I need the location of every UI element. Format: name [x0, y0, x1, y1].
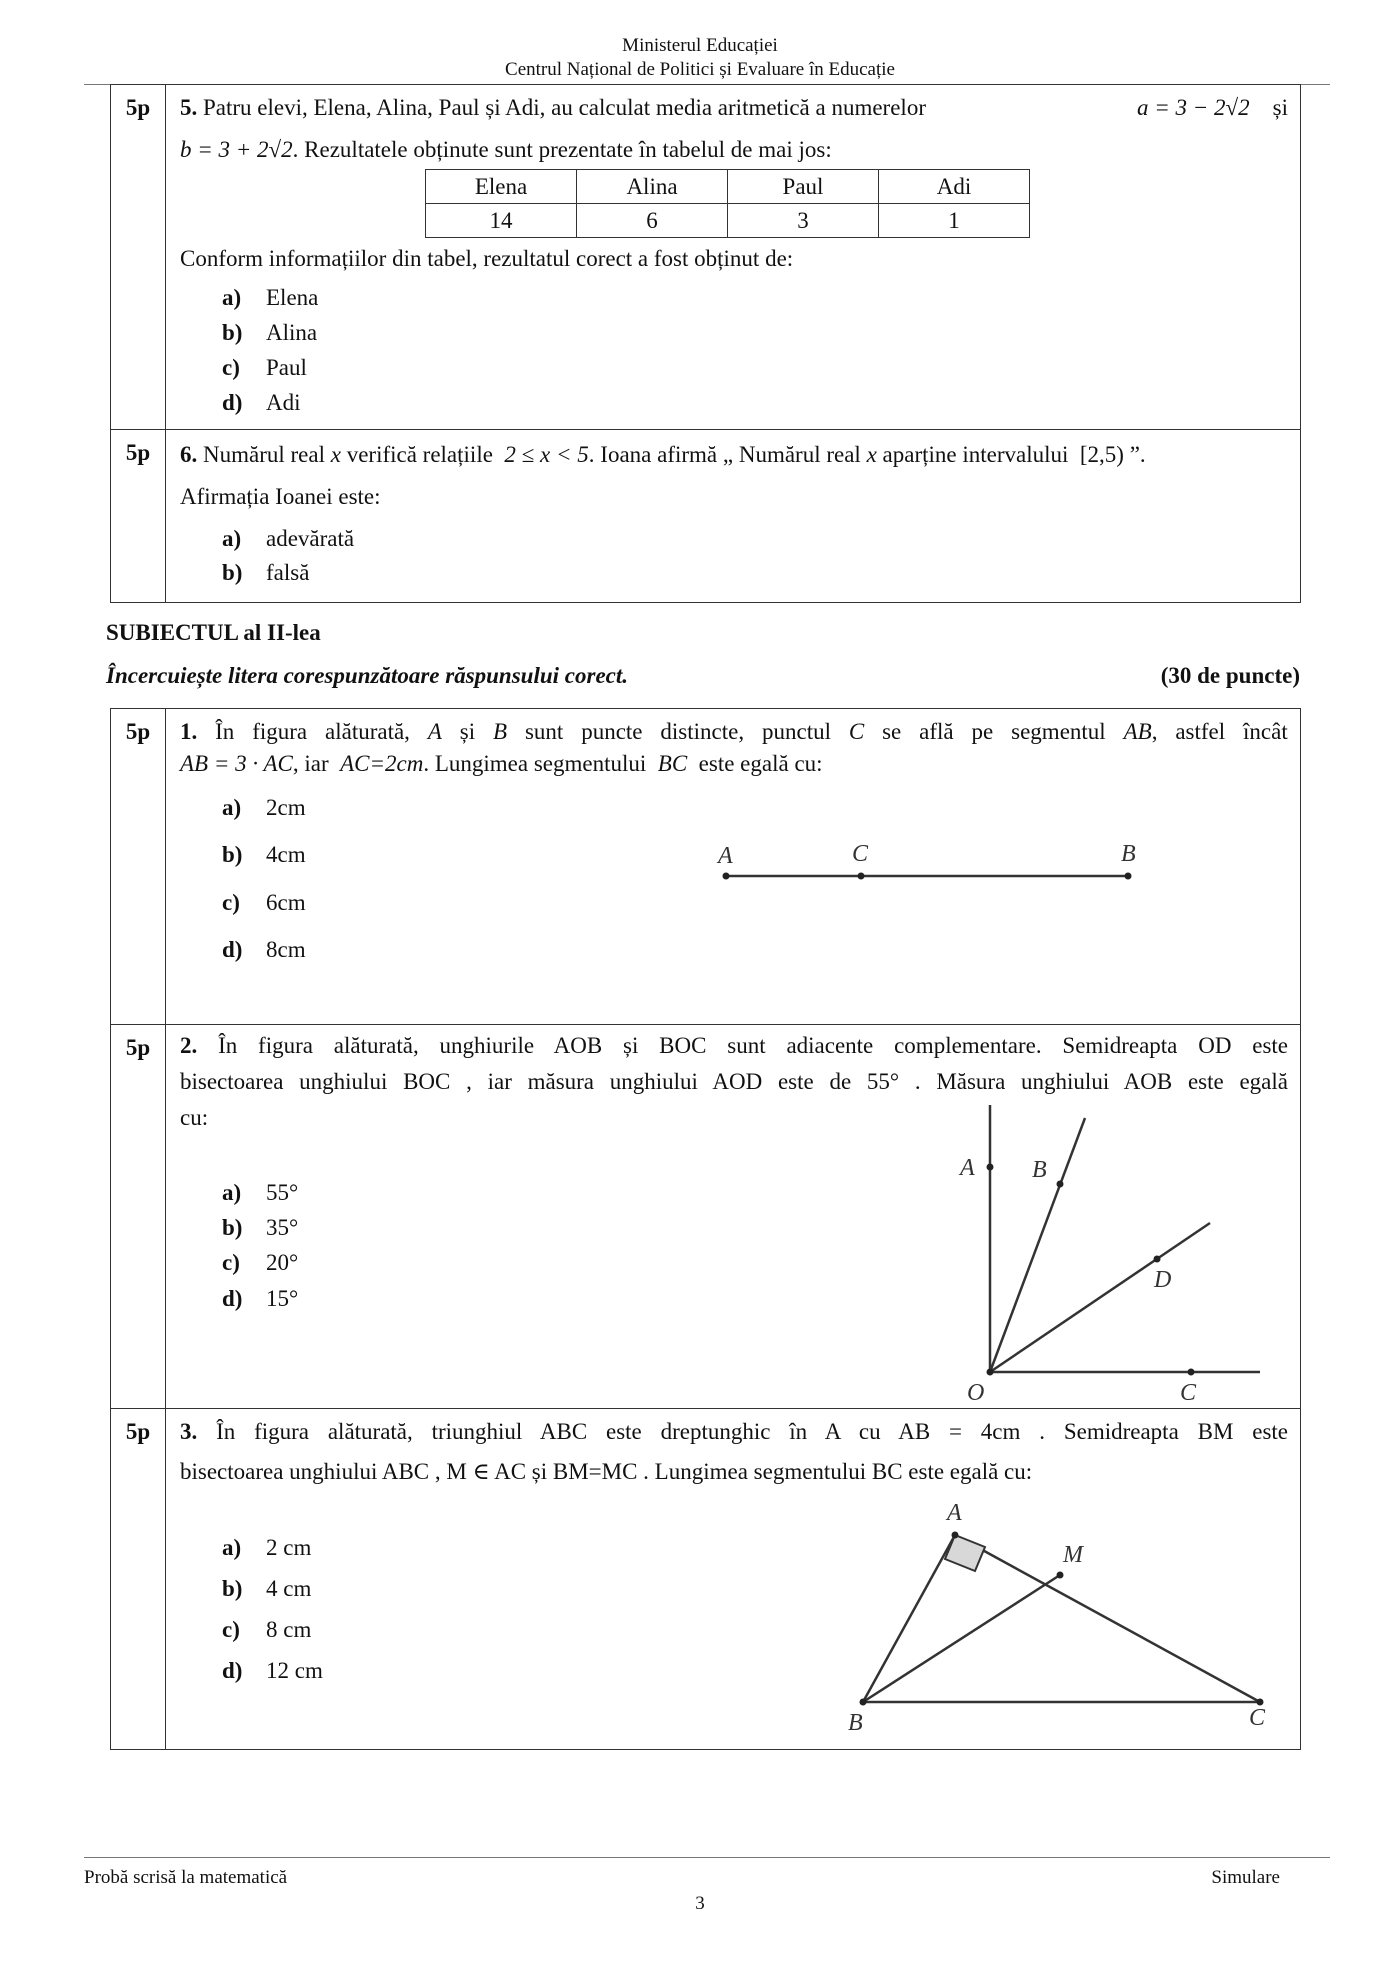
- results-value-row: [426, 204, 1030, 238]
- s2-problem-1-line-1: [180, 719, 1288, 745]
- label-o: O: [967, 1380, 985, 1406]
- word: se: [882, 719, 902, 744]
- word: distincte,: [660, 719, 745, 744]
- s2-problem-1-line-2: [180, 751, 1288, 777]
- label-b: B: [1121, 841, 1136, 867]
- word: află: [919, 719, 954, 744]
- table-cell: 6: [577, 204, 728, 238]
- option-letter: b): [222, 1576, 243, 1601]
- option-letter: b): [222, 1215, 243, 1240]
- option-letter: c): [222, 1617, 240, 1642]
- section-points: (30 de puncte): [1160, 663, 1300, 688]
- option-letter: c): [222, 355, 240, 380]
- problem-5-line-1: [180, 95, 1288, 121]
- problem-text: ”.: [1129, 442, 1146, 467]
- math-expression: 2 ≤ x < 5: [504, 442, 589, 467]
- problem-5: [166, 85, 1301, 430]
- label-a: A: [947, 1500, 962, 1526]
- option-text: 55°: [266, 1180, 299, 1205]
- table-cell: 3: [728, 204, 879, 238]
- option-text: 4 cm: [266, 1576, 312, 1601]
- page-number: 3: [695, 1893, 705, 1914]
- option-text: adevărată: [266, 526, 355, 551]
- option-a[interactable]: [222, 1180, 298, 1206]
- option-text: 8cm: [266, 937, 306, 962]
- table-cell: 1: [879, 204, 1030, 238]
- problem-text: . Ioana afirmă „ Numărul real: [588, 442, 861, 467]
- option-text: 35°: [266, 1215, 299, 1240]
- option-letter: c): [222, 1250, 240, 1275]
- option-b[interactable]: [222, 1215, 298, 1241]
- problem-text: verifică relațiile: [346, 442, 493, 467]
- option-letter: b): [222, 320, 243, 345]
- math-expression: b = 3 + 2√2: [180, 137, 293, 162]
- word: ,: [1151, 719, 1158, 744]
- option-a[interactable]: [222, 526, 354, 552]
- word: figura: [252, 719, 308, 744]
- point-o-dot: [987, 1369, 994, 1376]
- problem-number: 5.: [180, 95, 198, 120]
- problem-text: . Rezultatele obținute sunt prezentate în tabelul de mai jos:: [292, 137, 832, 162]
- option-letter: d): [222, 1658, 243, 1683]
- math-expression: AC=2cm: [340, 751, 424, 776]
- option-text: falsă: [266, 560, 310, 585]
- footer-left: Probă scrisă la matematică: [84, 1867, 288, 1888]
- s2-problem-3-line-2: bisectoarea unghiului ABC , M ∈ AC și BM=MC . Lungimea segmentului BC este egală cu:: [180, 1459, 1033, 1484]
- option-text: 12 cm: [266, 1658, 323, 1683]
- table-cell: 14: [426, 204, 577, 238]
- word: punctul: [761, 719, 831, 744]
- option-c[interactable]: [222, 1617, 311, 1643]
- point-name: A: [427, 719, 442, 744]
- problem-number: 6.: [180, 442, 198, 467]
- label-c: C: [852, 841, 869, 867]
- problem-6-line-1: [180, 442, 1288, 468]
- option-letter: a): [222, 526, 242, 551]
- problem-text: Numărul real: [203, 442, 325, 467]
- option-letter: c): [222, 890, 240, 915]
- footer-right: Simulare: [1211, 1867, 1280, 1888]
- variable: x: [330, 442, 341, 467]
- word: pe: [971, 719, 994, 744]
- option-b[interactable]: [222, 560, 309, 586]
- problem-number: 3.: [180, 1419, 198, 1444]
- option-letter: a): [222, 795, 242, 820]
- point-c-dot: [858, 873, 865, 880]
- word: sunt: [524, 719, 564, 744]
- table-header-cell: Paul: [728, 170, 879, 204]
- header-center: Centrul Național de Politici și Evaluare în Educație: [505, 59, 895, 80]
- point-name: B: [493, 719, 508, 744]
- label-c: C: [1249, 1705, 1266, 1731]
- problem-text: Patru elevi, Elena, Alina, Paul și Adi, au calculat media aritmetică a numerelor: [203, 95, 926, 120]
- conjunction: și: [1272, 95, 1288, 120]
- option-text: 15°: [266, 1286, 299, 1311]
- problem-text: . Lungimea segmentului: [423, 751, 647, 776]
- problems-5-6-table: [110, 84, 1301, 603]
- option-letter: a): [222, 285, 242, 310]
- point-b-dot: [1125, 873, 1132, 880]
- point-m-dot: [1057, 1572, 1064, 1579]
- label-a: A: [718, 843, 733, 869]
- problem-5-line-2: [180, 137, 1288, 163]
- s2-problem-3-line-1: [180, 1419, 1288, 1445]
- point-a-dot: [952, 1532, 959, 1539]
- option-d[interactable]: [222, 937, 306, 963]
- problem-text: aparține intervalului: [882, 442, 1069, 467]
- point-c-dot: [1188, 1369, 1195, 1376]
- table-header-cell: Elena: [426, 170, 577, 204]
- option-text: 4cm: [266, 842, 306, 867]
- option-text: Adi: [266, 390, 301, 415]
- header-ministry: Ministerul Educației: [622, 35, 778, 56]
- point-b-dot: [860, 1699, 867, 1706]
- option-a[interactable]: [222, 1535, 311, 1561]
- word: segmentul: [1011, 719, 1106, 744]
- option-d[interactable]: [222, 1286, 298, 1312]
- option-text: Paul: [266, 355, 307, 380]
- option-letter: a): [222, 1180, 242, 1205]
- points-label: 5p: [111, 1409, 166, 1750]
- label-b: B: [848, 1710, 863, 1736]
- option-d[interactable]: [222, 390, 301, 416]
- math-expression: a = 3 − 2√2: [1136, 95, 1250, 120]
- word: alăturată,: [325, 719, 410, 744]
- label-m: M: [1063, 1542, 1083, 1568]
- option-text: 6cm: [266, 890, 306, 915]
- results-table: [425, 169, 1030, 238]
- points-label: 5p: [111, 85, 166, 430]
- label-b: B: [1032, 1157, 1047, 1183]
- table-header-cell: Alina: [577, 170, 728, 204]
- bisector-bm: [863, 1575, 1060, 1702]
- option-letter: d): [222, 937, 243, 962]
- label-d: D: [1154, 1267, 1172, 1293]
- figure-angles: [940, 1095, 1280, 1415]
- section-instruction: Încercuiește litera corespunzătoare răspunsului corect.: [106, 663, 629, 688]
- option-b[interactable]: [222, 320, 317, 346]
- problem-6-question: Afirmația Ioanei este:: [180, 484, 381, 509]
- option-text: 8 cm: [266, 1617, 312, 1642]
- option-letter: b): [222, 560, 243, 585]
- option-c[interactable]: [222, 355, 307, 381]
- variable: x: [866, 442, 877, 467]
- segment-name: AB: [1123, 719, 1152, 744]
- problem-5-question: Conform informațiilor din tabel, rezultatul corect a fost obținut de:: [180, 246, 794, 271]
- label-a: A: [960, 1155, 975, 1181]
- points-label: 5p: [111, 430, 166, 603]
- option-text: Elena: [266, 285, 319, 310]
- option-d[interactable]: [222, 1658, 323, 1684]
- option-b[interactable]: [222, 842, 306, 868]
- figure-triangle: [840, 1490, 1280, 1740]
- s2-problem-2-line-3: cu:: [180, 1105, 209, 1130]
- problem-text: În figura alăturată, unghiurile AOB și BOC sunt adiacente complementare. Semidreapta OD este: [218, 1033, 1289, 1058]
- points-label: 5p: [111, 1025, 166, 1409]
- option-text: 20°: [266, 1250, 299, 1275]
- problem-text: este egală cu:: [698, 751, 823, 776]
- problem-number: 2.: [180, 1033, 198, 1058]
- footer-rule: [84, 1857, 1330, 1858]
- label-c: C: [1180, 1380, 1197, 1406]
- triangle-abc: [863, 1535, 1260, 1702]
- point-a-dot: [987, 1164, 994, 1171]
- problem-text: , iar: [292, 751, 329, 776]
- option-letter: d): [222, 390, 243, 415]
- problem-text: În figura alăturată, triunghiul ABC este dreptunghic în A cu AB = 4cm . Semidreapta BM este: [216, 1419, 1288, 1444]
- point-d-dot: [1154, 1256, 1161, 1263]
- word: puncte: [581, 719, 643, 744]
- option-letter: d): [222, 1286, 243, 1311]
- point-a-dot: [723, 873, 730, 880]
- option-c[interactable]: [222, 1250, 298, 1276]
- option-text: 2cm: [266, 795, 306, 820]
- ray-od: [990, 1223, 1210, 1372]
- option-text: Alina: [266, 320, 318, 345]
- segment-name: BC: [657, 751, 688, 776]
- figure-segment: [700, 838, 1160, 888]
- option-a[interactable]: [222, 795, 306, 821]
- section-title: SUBIECTUL al II-lea: [106, 620, 321, 645]
- point-name: C: [848, 719, 865, 744]
- interval-expression: [2,5): [1079, 442, 1124, 467]
- problem-6: [166, 430, 1301, 603]
- points-label: 5p: [111, 709, 166, 1025]
- option-letter: b): [222, 842, 243, 867]
- s2-problem-2-line-2: bisectoarea unghiului BOC , iar măsura unghiului AOD este de 55° . Măsura unghiului AOB este egală: [180, 1069, 1288, 1094]
- word: încât: [1243, 719, 1288, 744]
- word: astfel: [1175, 719, 1226, 744]
- option-c[interactable]: [222, 890, 306, 916]
- option-letter: a): [222, 1535, 242, 1560]
- word: și: [459, 719, 476, 744]
- option-a[interactable]: [222, 285, 318, 311]
- point-b-dot: [1057, 1181, 1064, 1188]
- results-header-row: [426, 170, 1030, 204]
- math-expression: AB = 3 · AC: [180, 751, 293, 776]
- option-b[interactable]: [222, 1576, 311, 1602]
- word: În: [215, 719, 235, 744]
- option-text: 2 cm: [266, 1535, 312, 1560]
- s2-problem-2-line-1: [180, 1033, 1288, 1059]
- problem-number: 1.: [180, 719, 198, 744]
- table-header-cell: Adi: [879, 170, 1030, 204]
